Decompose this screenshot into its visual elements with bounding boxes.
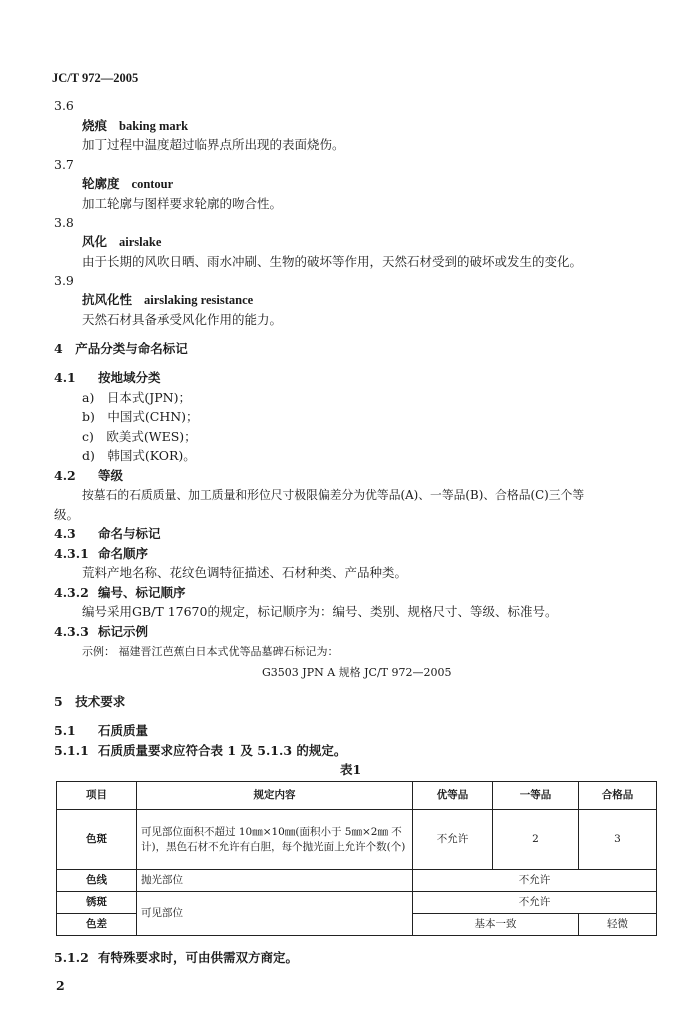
term-en: airslake (119, 235, 162, 249)
section-num: 3.6 (54, 98, 74, 113)
section-title: 命名顺序 (98, 546, 149, 561)
term-cn: 抗风化性 (82, 292, 133, 307)
table-cell: 基本一致 (413, 914, 579, 936)
section-num: 5.1.1 (54, 743, 89, 758)
table-row (57, 810, 657, 870)
table-title: 表1 (340, 762, 362, 777)
paragraph: 荒料产地名称、花纹色调特征描述、石材种类、产品种类。 (82, 565, 408, 580)
list-item: c) 欧美式(WES)； (82, 429, 197, 444)
stone-quality-table (56, 781, 657, 936)
paragraph: 编号采用GB/T 17670的规定，标记顺序为：编号、类别、规格尺寸、等级、标准号。 (82, 604, 558, 619)
table-cell: 3 (579, 810, 657, 870)
section-4-title: 4 产品分类与命名标记 (54, 341, 188, 356)
section-title: 按地域分类 (98, 370, 161, 385)
table-cell: 锈斑 (57, 892, 137, 914)
section-title: 编号、标记顺序 (98, 585, 186, 600)
term-definition: 由于长期的风吹日晒、雨水冲刷、生物的破坏等作用，天然石材受到的破坏或发生的变化。 (82, 254, 583, 269)
header-cell: 合格品 (579, 782, 657, 810)
table-header-row (57, 782, 657, 810)
term-definition: 加丁过程中温度超过临界点所出现的表面烧伤。 (82, 137, 345, 152)
section-4-3-1-heading (54, 546, 148, 562)
term-heading (82, 292, 253, 308)
section-num: 4.3.3 (54, 624, 89, 639)
section-title: 等级 (98, 468, 124, 483)
term-definition: 加工轮廓与图样要求轮廓的吻合性。 (82, 196, 283, 211)
section-title: 标记示例 (98, 624, 149, 639)
term-en: airslaking resistance (144, 293, 254, 307)
header-cell: 项目 (57, 782, 137, 810)
list-item: d) 韩国式(KOR)。 (82, 448, 196, 463)
section-4-3-heading (54, 526, 161, 542)
table-cell: 不允许 (413, 892, 657, 914)
table-cell: 可见部位 (137, 892, 413, 936)
table-cell: 色差 (57, 914, 137, 936)
table-cell: 色斑 (57, 810, 137, 870)
section-num: 3.9 (54, 273, 74, 288)
section-title: 石质质量 (98, 723, 149, 738)
term-heading (82, 234, 161, 250)
paragraph: 级。 (54, 507, 80, 522)
section-num: 4.3.1 (54, 546, 89, 561)
section-num: 5.1.2 (54, 950, 89, 965)
header-cell: 规定内容 (137, 782, 413, 810)
section-5-1-2 (54, 950, 298, 966)
table-cell: 不允许 (413, 810, 493, 870)
table-row (57, 892, 657, 914)
header-cell: 一等品 (493, 782, 579, 810)
list-item: a) 日本式(JPN)； (82, 390, 191, 405)
example-mark: G3503 JPN A 规格 JC/T 972—2005 (262, 666, 452, 679)
table-cell: 不允许 (413, 870, 657, 892)
term-cn: 风化 (82, 234, 108, 249)
term-heading (82, 118, 188, 134)
section-num: 3.8 (54, 215, 74, 230)
section-num: 4.1 (54, 370, 76, 385)
section-title: 命名与标记 (98, 526, 161, 541)
table-cell: 抛光部位 (137, 870, 413, 892)
table-row (57, 870, 657, 892)
section-5-title: 5 技术要求 (54, 694, 126, 709)
term-definition: 天然石材具备承受风化作用的能力。 (82, 312, 283, 327)
term-cn: 烧痕 (82, 118, 108, 133)
table-cell: 2 (493, 810, 579, 870)
section-4-1-heading (54, 370, 161, 386)
section-5-1-1 (54, 743, 346, 759)
term-cn: 轮廓度 (82, 176, 120, 191)
header-cell: 优等品 (413, 782, 493, 810)
section-num: 4.2 (54, 468, 76, 483)
section-4-2-heading (54, 468, 123, 484)
section-4-3-3-heading (54, 624, 148, 640)
standard-code-header: JC/T 972—2005 (52, 71, 139, 85)
table-cell: 可见部位面积不超过 10㎜×10㎜(面积小于 5㎜×2㎜ 不计)，黑色石材不允许有白胆，每个抛光面上允许个数(个) (137, 810, 413, 870)
table-cell: 色线 (57, 870, 137, 892)
paragraph: 按墓石的石质质量、加工质量和形位尺寸极限偏差分为优等品(A)、一等品(B)、合格品(C)三个等 (82, 488, 585, 502)
section-text: 有特殊要求时，可由供需双方商定。 (98, 950, 299, 965)
section-num: 3.7 (54, 157, 74, 172)
section-num: 5.1 (54, 723, 76, 738)
term-heading (82, 176, 173, 192)
section-num: 4.3 (54, 526, 76, 541)
term-en: contour (131, 177, 174, 191)
page-number: 2 (56, 978, 65, 993)
example-text: 示例： 福建晋江芭蕉白日本式优等品墓碑石标记为： (82, 645, 339, 658)
section-4-3-2-heading (54, 585, 186, 601)
list-item: b) 中国式(CHN)； (82, 409, 199, 424)
section-text: 石质质量要求应符合表 1 及 5.1.3 的规定。 (98, 743, 347, 758)
term-en: baking mark (119, 119, 189, 133)
section-5-1-heading (54, 723, 148, 739)
section-num: 4.3.2 (54, 585, 89, 600)
table-cell: 轻微 (579, 914, 657, 936)
